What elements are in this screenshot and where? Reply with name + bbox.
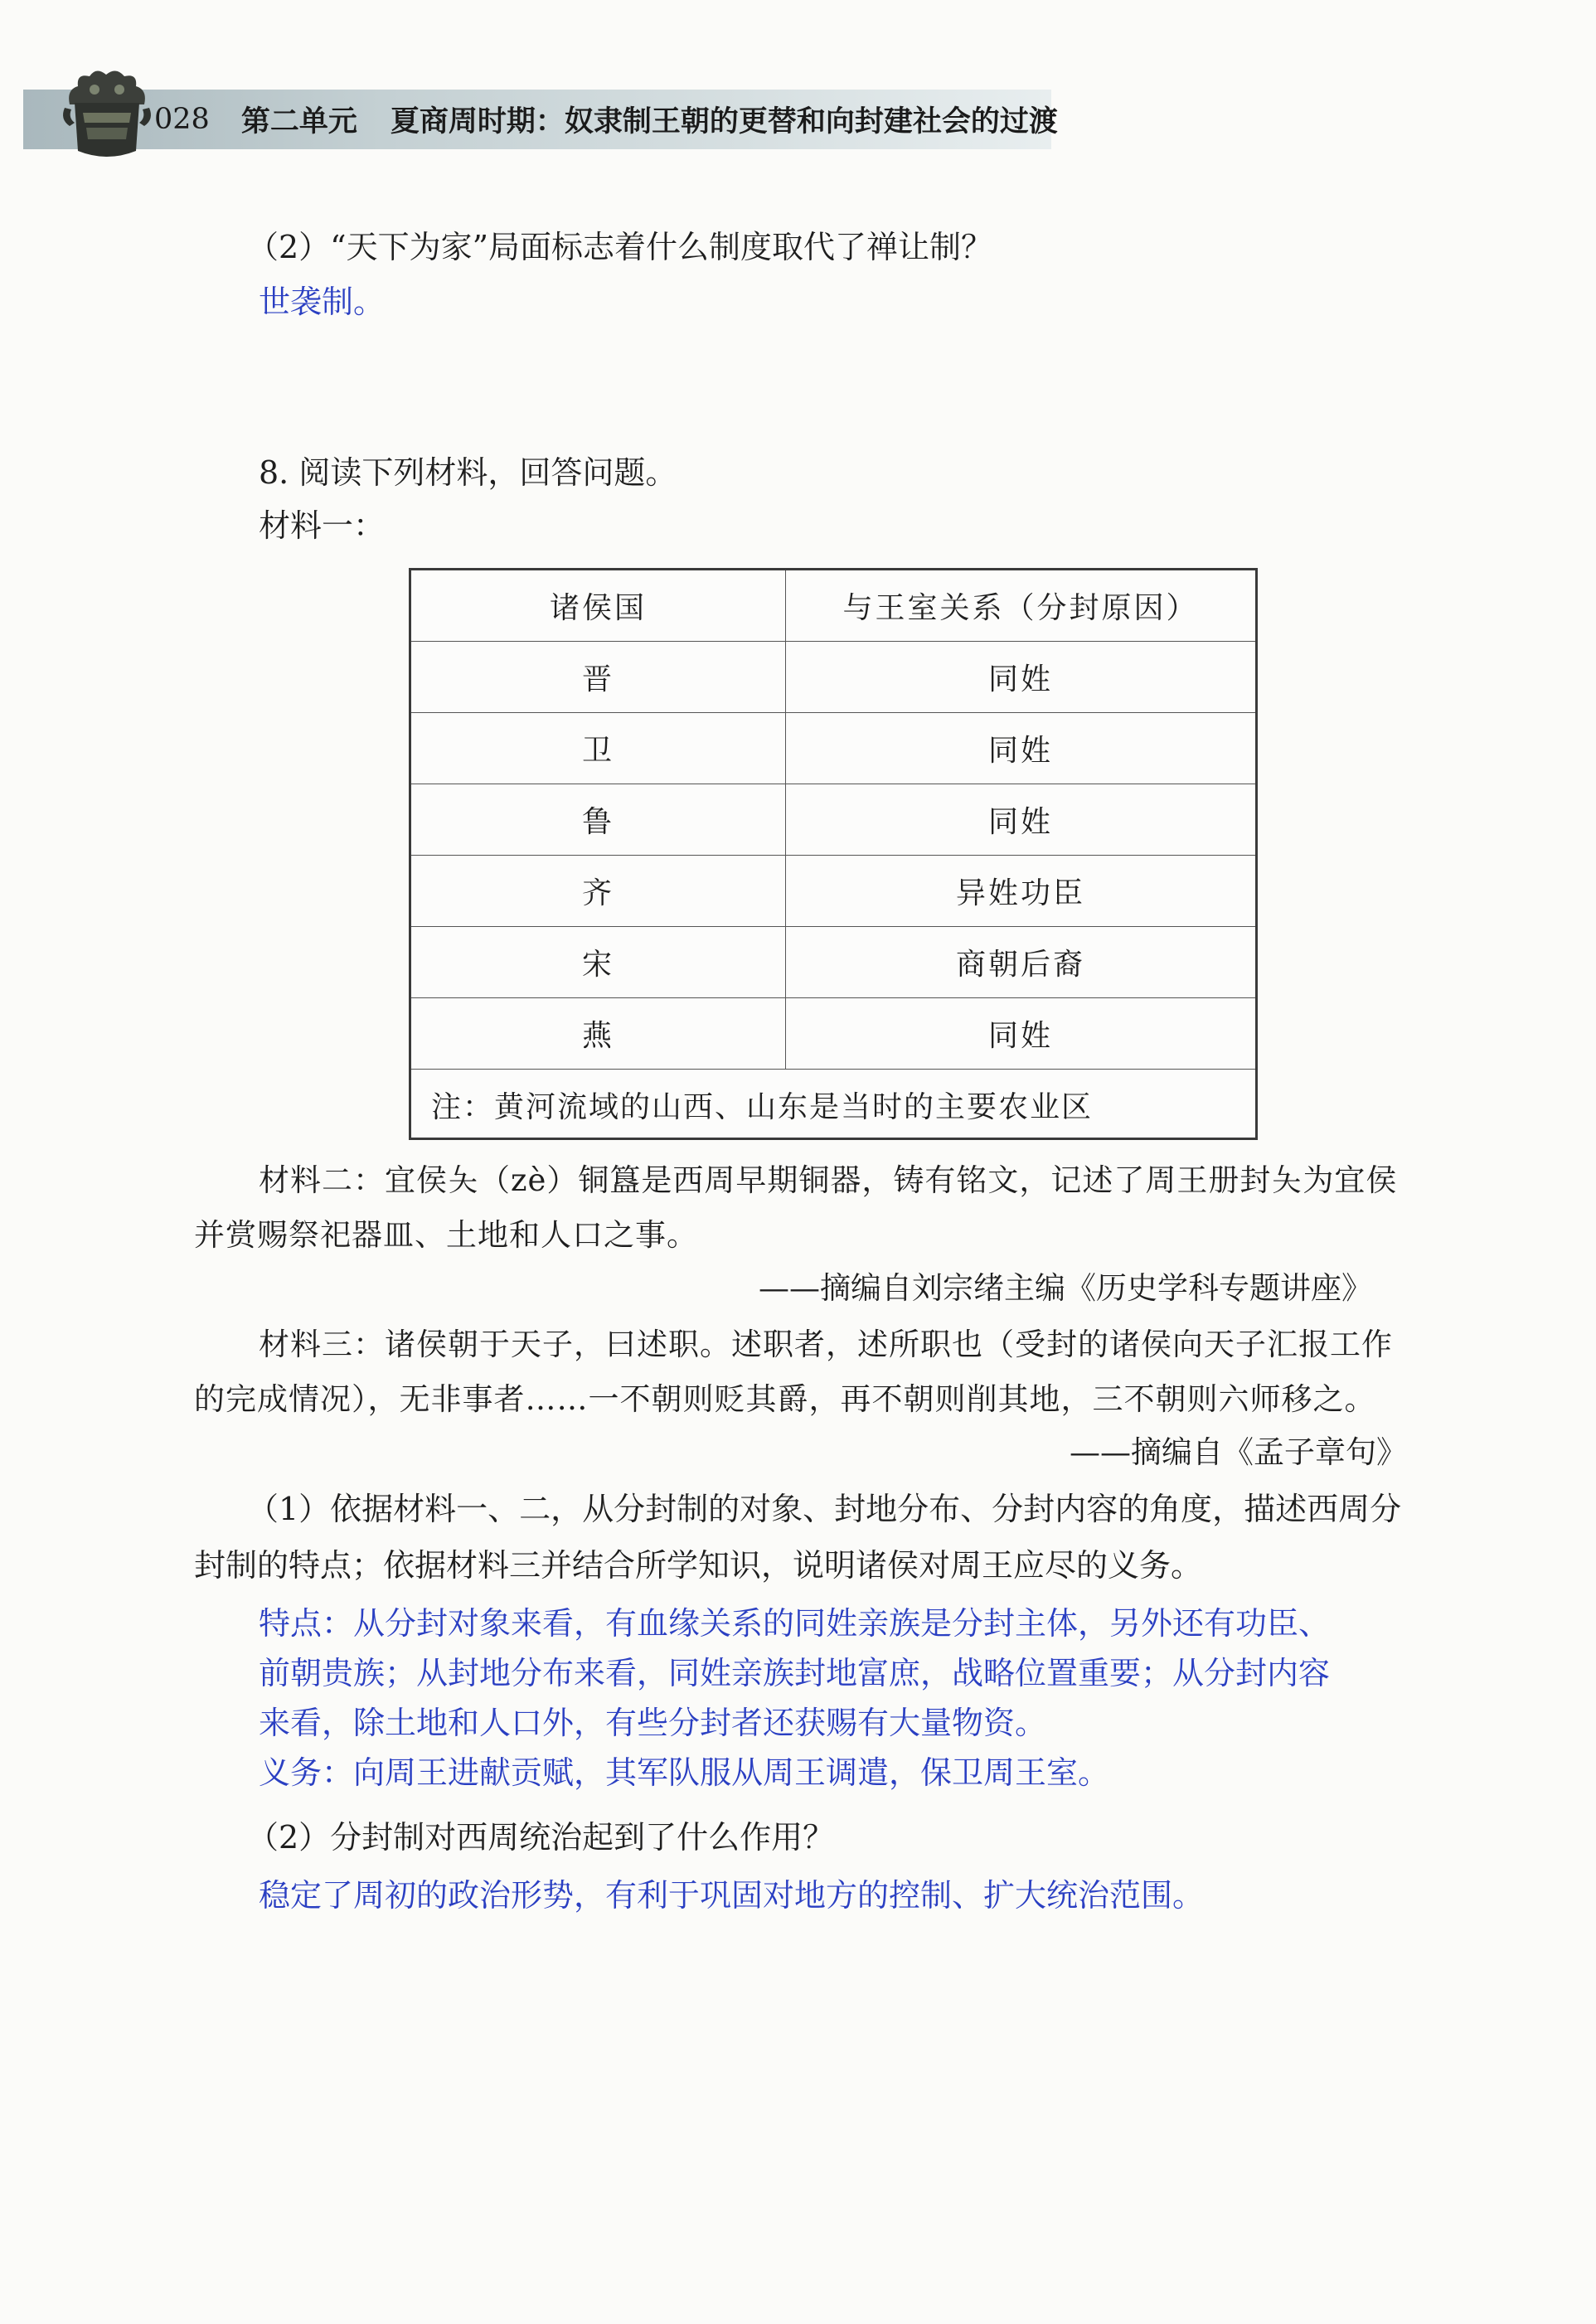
material2-source: ——摘编自刘宗绪主编《历史学科专题讲座》 (759, 1270, 1372, 1306)
page-number: 028 (154, 103, 210, 136)
q7-question-2: （2）“天下为家”局面标志着什么制度取代了禅让制？ (247, 229, 993, 265)
table-cell-state: 卫 (411, 713, 786, 784)
q8-answer-1-line: 来看，除土地和人口外，有些分封者还获赐有大量物资。 (259, 1705, 1047, 1741)
material3-source: ——摘编自《孟子章句》 (1070, 1434, 1407, 1470)
q8-question-2: （2）分封制对西周统治起到了什么作用？ (247, 1819, 835, 1856)
table-row (411, 927, 1255, 998)
q8-question-1-line2: 封制的特点；依据材料三并结合所学知识，说明诸侯对周王应尽的义务。 (194, 1547, 1203, 1584)
table-cell-relation: 异姓功臣 (955, 876, 1085, 910)
fiefdom-table (409, 568, 1258, 1140)
table-row (411, 784, 1255, 856)
table-header-state: 诸侯国 (411, 570, 786, 641)
material3-line1: 材料三：诸侯朝于天子，曰述职。述职者，述所职也（受封的诸侯向天子汇报工作 (259, 1327, 1393, 1362)
table-header-row (411, 570, 1255, 642)
material2-line2: 并赏赐祭祀器皿、土地和人口之事。 (194, 1217, 698, 1253)
q8-answer-1-line: 特点：从分封对象来看，有血缘关系的同姓亲族是分封主体，另外还有功臣、 (259, 1605, 1331, 1642)
bronze-vessel-icon (58, 65, 156, 166)
table-row (411, 713, 1255, 784)
unit-title: 夏商周时期：奴隶制王朝的更替和向封建社会的过渡 (390, 104, 1058, 138)
table-row (411, 642, 1255, 713)
table-row (411, 998, 1255, 1070)
material1-label: 材料一： (259, 507, 386, 544)
running-header (154, 96, 1058, 143)
table-cell-relation: 同姓 (987, 734, 1053, 768)
q8-prompt: 8. 阅读下列材料，回答问题。 (259, 454, 677, 491)
q8-answer-1-line: 义务：向周王进献贡赋，其军队服从周王调遣，保卫周王室。 (259, 1754, 1110, 1791)
table-cell-state: 燕 (411, 998, 786, 1069)
material2-line1: 材料二：宜侯夨（zè）铜簋是西周早期铜器，铸有铭文，记述了周王册封夨为宜侯 (259, 1162, 1398, 1198)
q8-answer-2: 稳定了周初的政治形势，有利于巩固对地方的控制、扩大统治范围。 (259, 1877, 1205, 1914)
table-cell-relation: 商朝后裔 (955, 948, 1085, 982)
table-cell-state: 晋 (411, 642, 786, 712)
table-cell-relation: 同姓 (987, 662, 1053, 696)
table-cell-state: 鲁 (411, 784, 786, 855)
table-note: 注：黄河流域的山西、山东是当时的主要农业区 (431, 1089, 1094, 1124)
table-header-relation: 与王室关系（分封原因） (842, 591, 1199, 625)
q8-question-1-line1: （1）依据材料一、二，从分封制的对象、封地分布、分封内容的角度，描述西周分 (247, 1491, 1402, 1527)
table-cell-state: 宋 (411, 927, 786, 997)
unit-label: 第二单元 (240, 104, 357, 138)
q7-answer-2: 世袭制。 (259, 284, 386, 320)
table-cell-state: 齐 (411, 856, 786, 926)
q8-answer-1-line: 前朝贵族；从封地分布来看，同姓亲族封地富庶，战略位置重要；从分封内容 (259, 1655, 1331, 1691)
table-cell-relation: 同姓 (987, 805, 1053, 839)
material3-line2: 的完成情况），无非事者……一不朝则贬其爵，再不朝则削其地，三不朝则六师移之。 (194, 1381, 1376, 1417)
table-cell-relation: 同姓 (987, 1019, 1053, 1053)
table-row (411, 856, 1255, 927)
